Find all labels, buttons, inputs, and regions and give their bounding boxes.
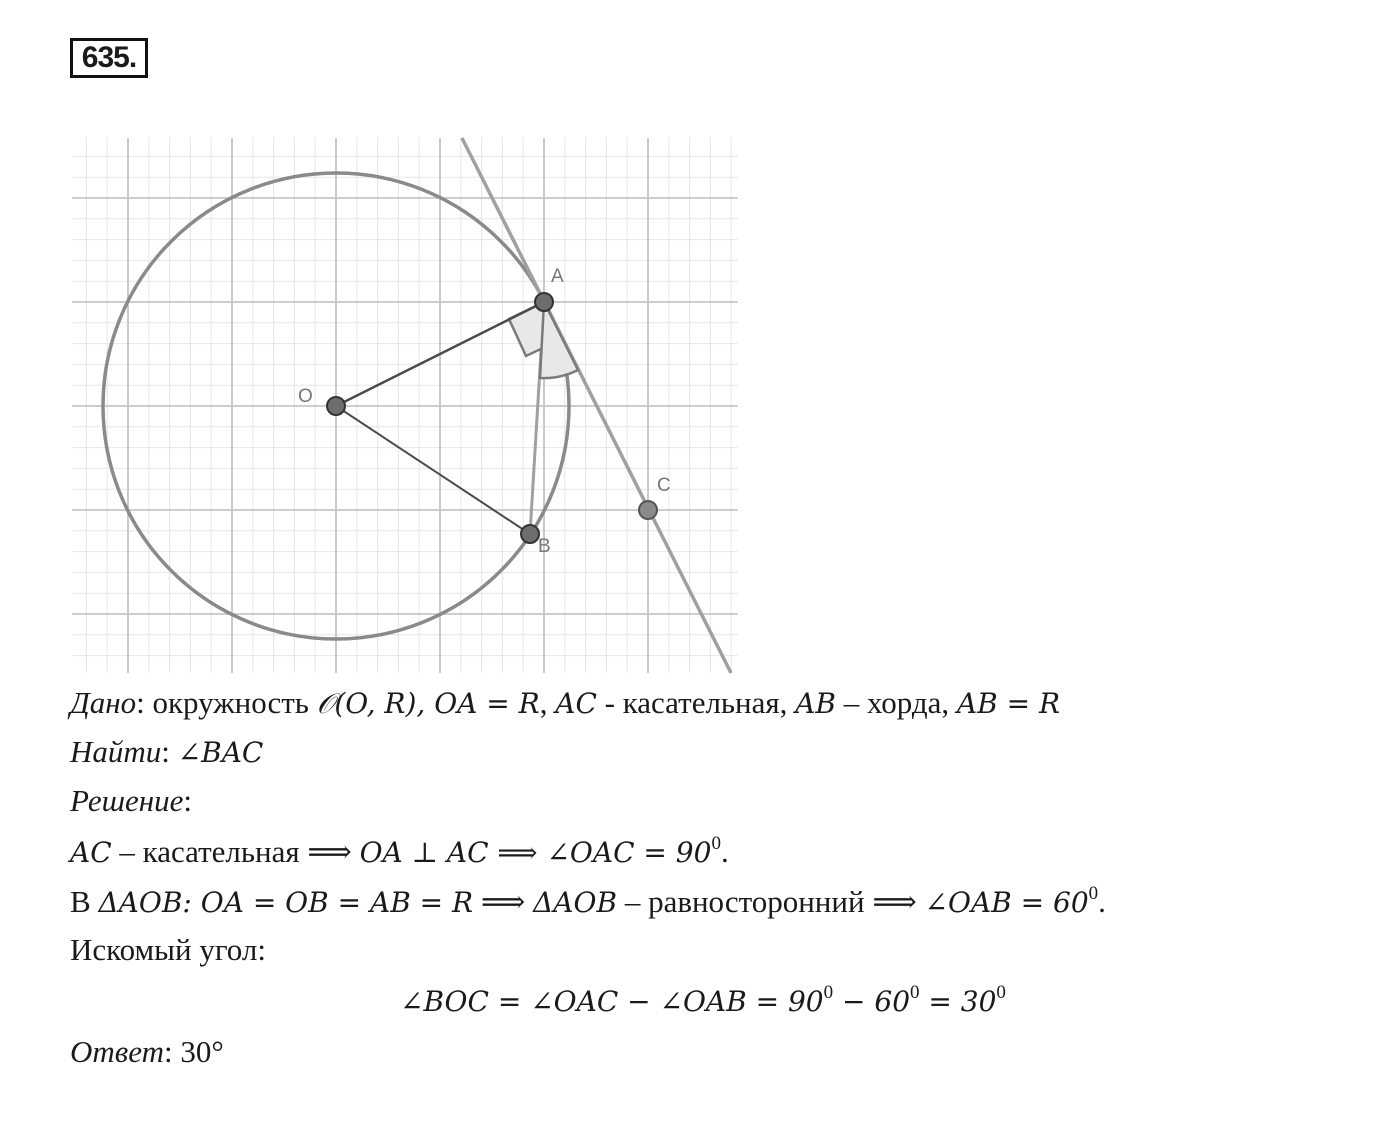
- given-text-c: - касательная,: [596, 685, 796, 720]
- step1-degree: 0: [711, 833, 721, 854]
- label-point-b: B: [538, 536, 551, 557]
- given-math-a: 𝒪(O, R), OA = R: [316, 687, 540, 720]
- step1-line: [70, 832, 729, 873]
- given-text-b: ,: [539, 685, 556, 720]
- given-math-b: AC: [555, 687, 597, 720]
- given-text-d: – хорда,: [835, 685, 957, 720]
- step2-line: [70, 882, 1106, 923]
- point-o: [327, 397, 345, 415]
- given-line: [70, 683, 1060, 724]
- answer-label: Ответ: [70, 1034, 164, 1069]
- given-text-a: : окружность: [136, 685, 317, 720]
- formula-part2: − 60: [833, 985, 911, 1018]
- label-point-a: A: [551, 266, 564, 287]
- angle-marker-bac: [540, 302, 578, 378]
- solution-heading: [70, 781, 192, 821]
- point-a: [535, 293, 553, 311]
- formula-sup1: 0: [823, 982, 834, 1003]
- formula-sup2: 0: [910, 982, 920, 1003]
- given-math-c: AB: [795, 687, 836, 720]
- solution-label: Решение: [70, 783, 184, 818]
- step2-text-a: В: [70, 884, 99, 919]
- answer-text: : 30°: [163, 1034, 224, 1069]
- step2-math-a: ΔAOB: OA = OB = AB = R: [98, 886, 474, 919]
- point-c: [639, 501, 657, 519]
- step2-end: .: [1098, 884, 1106, 919]
- label-point-c: C: [657, 475, 671, 496]
- solution-text: [70, 683, 1370, 1083]
- step1-math-b: OA ⊥ AC ⟹ ∠OAC = 90: [359, 836, 712, 869]
- step1-math-a: AC: [70, 836, 112, 869]
- problem-number: 635.: [70, 38, 148, 78]
- formula-sup3: 0: [996, 982, 1006, 1003]
- result-formula: [400, 981, 1006, 1022]
- find-label: Найти: [70, 734, 162, 769]
- answer-line: [70, 1032, 224, 1072]
- given-label: Дано: [70, 685, 137, 720]
- find-line: [70, 732, 263, 773]
- step2-text-b: ⟹: [473, 884, 534, 919]
- find-colon: :: [161, 734, 178, 769]
- step2-text-c: – равносторонний ⟹: [617, 884, 925, 919]
- segment-ob: [336, 406, 530, 534]
- step1-end: .: [720, 834, 729, 869]
- formula-part3: = 30: [919, 985, 997, 1018]
- step1-text-a: – касательная ⟹: [111, 834, 360, 869]
- step2-degree: 0: [1088, 883, 1099, 904]
- step2-math-c: ∠OAB = 60: [924, 886, 1089, 919]
- step3-text: Искомый угол:: [70, 932, 266, 967]
- formula-part1: ∠BOC = ∠OAC − ∠OAB = 90: [400, 985, 824, 1018]
- label-point-o: O: [298, 386, 313, 407]
- given-math-d: AB = R: [956, 687, 1061, 720]
- step3-line: [70, 930, 266, 970]
- find-math: ∠BAC: [177, 736, 264, 769]
- point-b: [521, 525, 539, 543]
- step2-math-b: ΔAOB: [533, 886, 618, 919]
- solution-colon: :: [183, 783, 192, 818]
